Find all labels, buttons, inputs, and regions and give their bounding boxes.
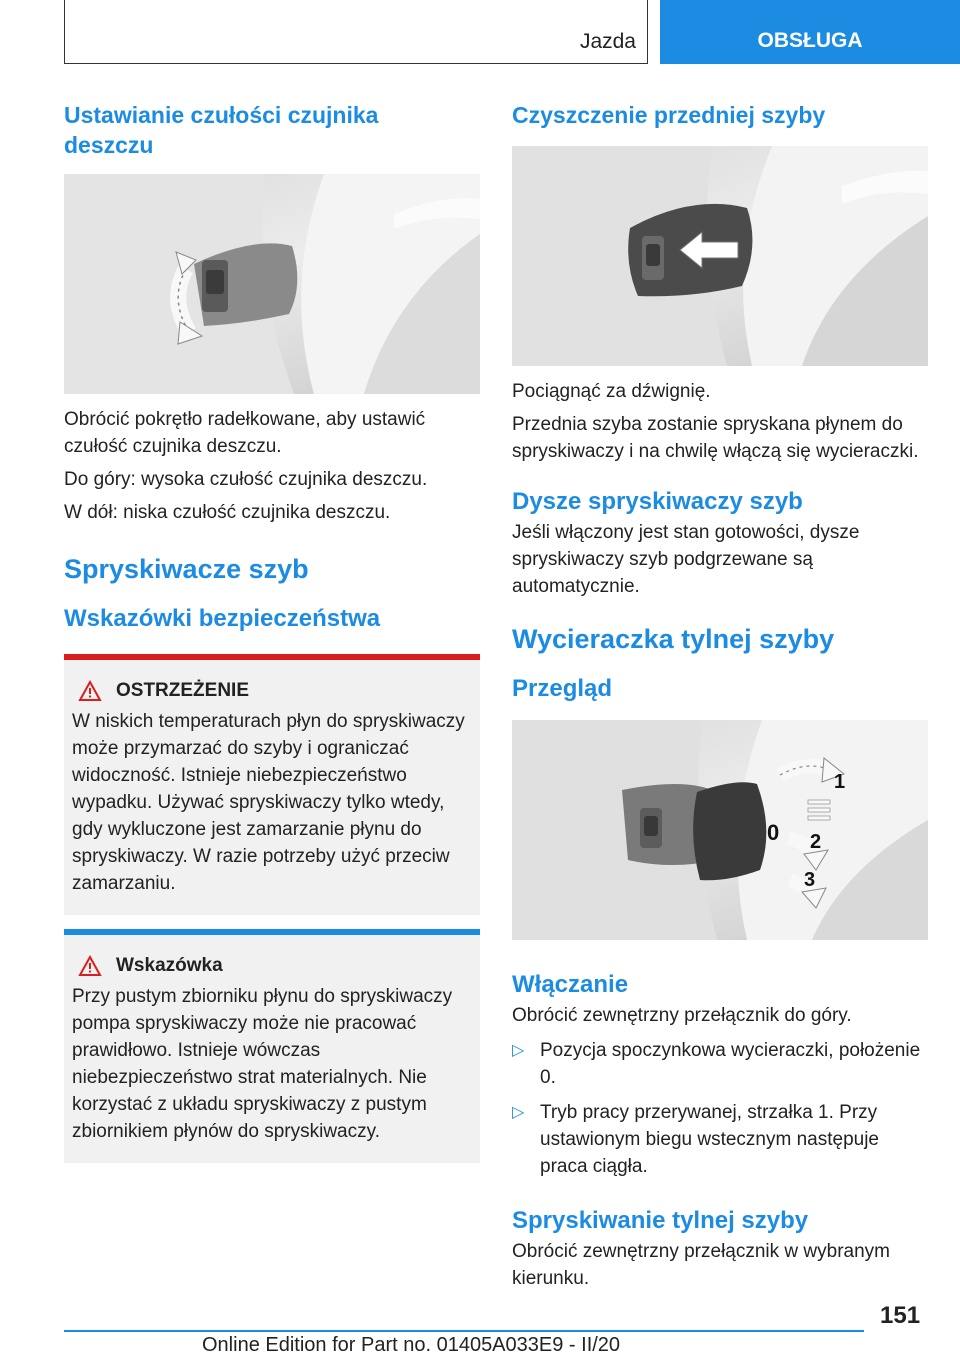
header-chapter-tab: OBSŁUGA	[660, 0, 960, 64]
footer-edition: Online Edition for Part no. 01405A033E9 - II/20	[202, 1334, 621, 1356]
notice-box	[64, 935, 480, 1163]
switching-on-text: Obrócić zewnętrzny przełącznik do góry.	[512, 1005, 852, 1026]
heading-rain-sensor: Ustawianie czułości czujnika deszczu	[64, 102, 379, 158]
rain-sensor-text-1: Obrócić pokrętło radełkowane, aby ustawić czułość czujnika deszczu.	[64, 409, 426, 457]
rain-sensor-text-2: Do góry: wysoka czułość czujnika deszczu.	[64, 469, 428, 490]
heading-nozzles: Dysze spryskiwaczy szyb	[512, 488, 803, 515]
bullet-text-2: Tryb pracy przerywanej, strzałka 1. Przy ustawionym biegu wstecznym następuje praca ciągła.	[540, 1102, 880, 1177]
rear-wiper-switch-illustration	[512, 720, 928, 940]
list-item	[512, 1099, 928, 1180]
notice-heading	[78, 955, 472, 977]
warning-title: OSTRZEŻENIE	[116, 680, 250, 701]
heading-safety: Wskazówki bezpieczeństwa	[64, 605, 381, 632]
header-section-label: Jazda	[579, 30, 636, 53]
heading-windshield-clean: Czyszczenie przedniej szyby	[512, 102, 826, 128]
label-position-2: 2	[810, 831, 822, 853]
left-column	[64, 100, 480, 1163]
footer-divider	[64, 1330, 864, 1332]
bullet-text-1: Pozycja spoczynkowa wycieraczki, położenie 0.	[540, 1040, 921, 1088]
header-frame	[64, 0, 648, 64]
bullet-marker-icon: ▷	[512, 1042, 525, 1059]
warning-box	[64, 660, 480, 915]
label-position-1: 1	[834, 771, 846, 793]
heading-washers: Spryskiwacze szyb	[64, 554, 309, 584]
wiper-lever-pull-illustration	[512, 146, 928, 366]
heading-switching-on: Włączanie	[512, 971, 629, 998]
warning-heading	[78, 680, 472, 702]
heading-rear-washing: Spryskiwanie tylnej szyby	[512, 1207, 809, 1234]
warning-triangle-icon	[78, 680, 102, 702]
warning-text: W niskich temperaturach płyn do spryskiwaczy może przymarzać do szyby i ograniczać widoczność. Istnieje niebezpieczeństwo wypadku. Używać spryskiwaczy tylko wtedy, gdy wykluczone jest zamarzanie płynu do spryskiwaczy. W razie potrzeby użyć przeciw zamarzaniu.	[72, 711, 465, 894]
bullet-marker-icon: ▷	[512, 1104, 525, 1121]
label-position-0: 0	[767, 820, 780, 845]
clean-text-2: Przednia szyba zostanie spryskana płynem do spryskiwaczy i na chwilę włączą się wycieraczki.	[512, 414, 919, 462]
notice-title: Wskazówka	[116, 955, 223, 976]
heading-overview: Przegląd	[512, 675, 613, 702]
heading-rear-wiper: Wycieraczka tylnej szyby	[512, 624, 835, 654]
right-column	[512, 100, 928, 1292]
rain-sensor-knob-illustration	[64, 174, 480, 394]
label-position-3: 3	[804, 869, 816, 891]
notice-triangle-icon	[78, 955, 102, 977]
notice-text: Przy pustym zbiorniku płynu do spryskiwaczy pompa spryskiwaczy może nie pracować prawidłowo. Istnieje wówczas niebezpieczeństwo strat materialnych. Nie korzystać z układu spryskiwaczy z pustym zbiornikiem płynów do spryskiwaczy.	[72, 986, 453, 1142]
list-item	[512, 1037, 928, 1091]
clean-text-1: Pociągnąć za dźwignię.	[512, 381, 711, 402]
page-number: 151	[880, 1302, 921, 1329]
nozzles-text: Jeśli włączony jest stan gotowości, dysze spryskiwaczy szyb podgrzewane są automatycznie.	[512, 522, 860, 597]
rain-sensor-text-3: W dół: niska czułość czujnika deszczu.	[64, 502, 391, 523]
rear-washing-text: Obrócić zewnętrzny przełącznik w wybranym kierunku.	[512, 1241, 891, 1289]
